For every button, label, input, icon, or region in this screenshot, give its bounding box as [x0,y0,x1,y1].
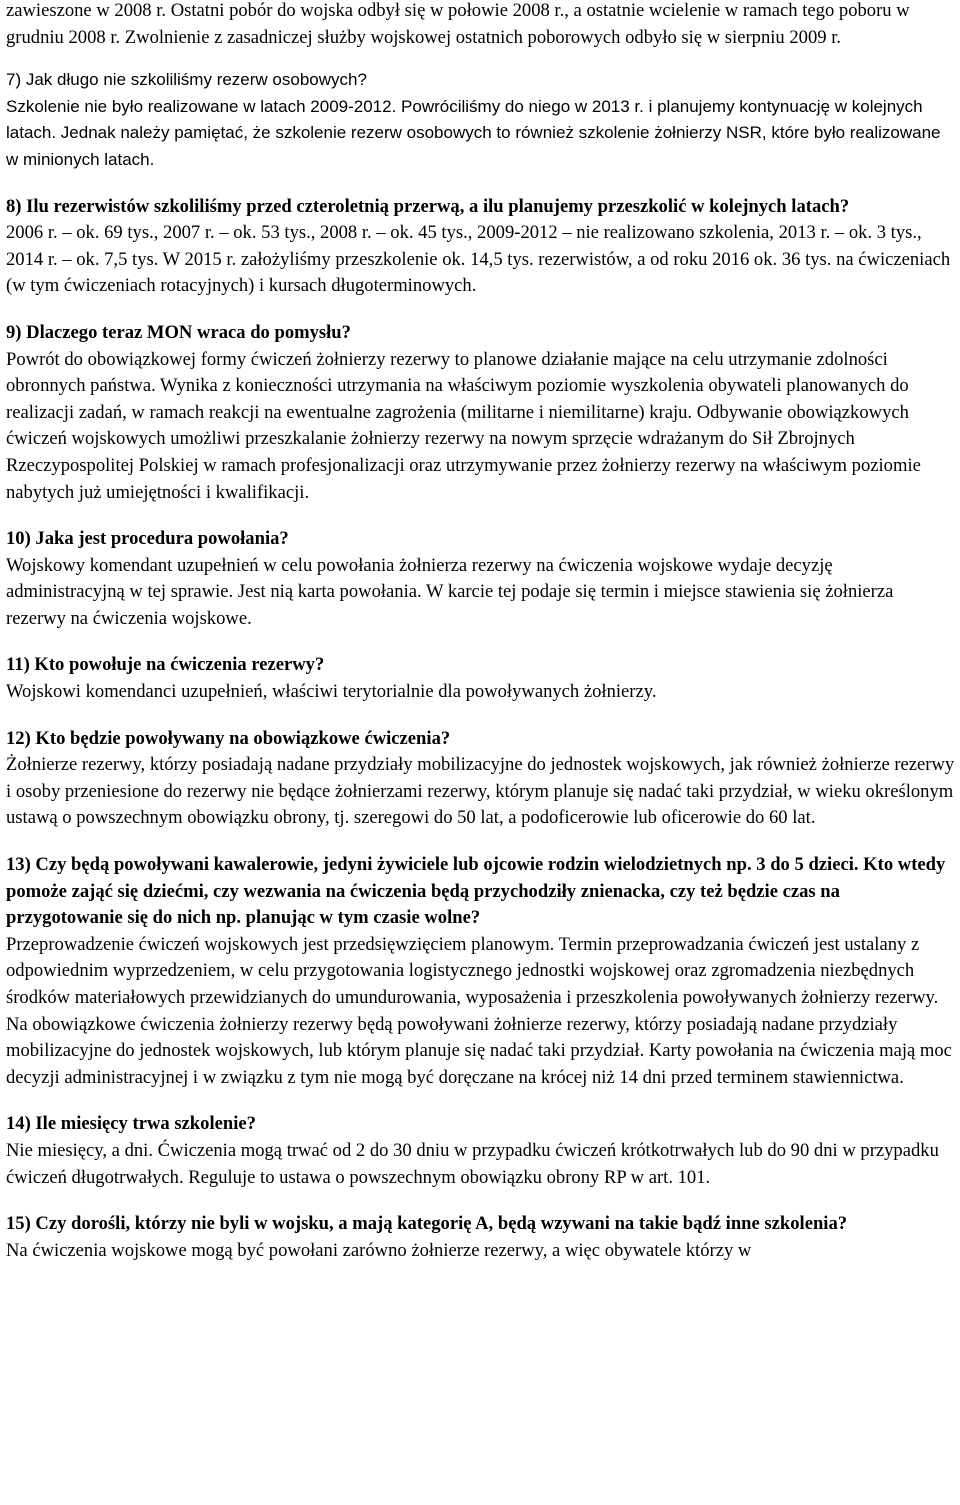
section-7-answer: Szkolenie nie było realizowane w latach 2009-2012. Powróciliśmy do niego w 2013 r. i planujemy kontynuację w kolejnych latach. Jednak należy pamiętać, że szkolenie rezerw osobowych to również szkolenie żołnierzy NSR, które było realizowane w minionych latach. [6,96,941,169]
section-10 [6,526,956,632]
section-11-answer: Wojskowi komendanci uzupełnień, właściwi terytorialnie dla powoływanych żołnierzy. [6,681,657,703]
section-10-answer: Wojskowy komendant uzupełnień w celu powołania żołnierza rezerwy na ćwiczenia wojskowe wydaje decyzję administracyjną w tej sprawie. Jest nią karta powołania. W karcie tej podaje się termin i miejsce stawienia się żołnierza rezerwy na ćwiczenia wojskowe. [6,554,894,629]
section-9 [6,320,956,506]
section-7-question: 7) Jak długo nie szkoliliśmy rezerw osobowych? [6,70,367,90]
section-13-question: 13) Czy będą powoływani kawalerowie, jedyni żywiciele lub ojcowie rodzin wielodzietnych np. 3 do 5 dzieci. Kto wtedy pomoże zająć się dziećmi, czy wezwania na ćwiczenia będą przychodziły znienacka, czy też będzie czas na przygotowanie się do nich np. planując w tym czasie wolne? [6,854,946,929]
section-12 [6,726,956,832]
section-14-question: 14) Ile miesięcy trwa szkolenie? [6,1113,256,1135]
section-9-answer: Powrót do obowiązkowej formy ćwiczeń żołnierzy rezerwy to planowe działanie mające na celu utrzymanie zdolności obronnych państwa. Wynika z konieczności utrzymania na właściwym poziomie wyszkolenia obywateli planowanych do realizacji zadań, w ramach reakcji na ewentualne zagrożenia (militarne i niemilitarne) kraju. Odbywanie obowiązkowych ćwiczeń wojskowych umożliwi przeszkalanie żołnierzy rezerwy na nowym sprzęcie wdrażanym do Sił Zbrojnych Rzeczypospolitej Polskiej w ramach profesjonalizacji oraz utrzymywanie przez żołnierzy rezerwy na właściwym poziomie nabytych już umiejętności i kwalifikacji. [6,348,921,503]
section-12-answer: Żołnierze rezerwy, którzy posiadają nadane przydziały mobilizacyjne do jednostek wojskowych, jak również żołnierze rezerwy i osoby przeniesione do rezerwy nie będące żołnierzami rezerwy, którym planuje się nadać taki przydział, w wieku określonym ustawą o powszechnym obowiązku obrony, tj. szeregowi do 50 lat, a podoficerowie lub oficerowie do 60 lat. [6,754,955,829]
section-12-question: 12) Kto będzie powoływany na obowiązkowe ćwiczenia? [6,727,451,749]
section-10-question: 10) Jaka jest procedura powołania? [6,528,289,550]
section-13 [6,852,956,1091]
section-15 [6,1211,956,1264]
section-14 [6,1111,956,1191]
section-11 [6,652,956,705]
section-15-question: 15) Czy dorośli, którzy nie byli w wojsku, a mają kategorię A, będą wzywani na takie bądź inne szkolenia? [6,1213,848,1235]
section-8-answer: 2006 r. – ok. 69 tys., 2007 r. – ok. 53 tys., 2008 r. – ok. 45 tys., 2009-2012 – nie realizowano szkolenia, 2013 r. – ok. 3 tys., 2014 r. – ok. 7,5 tys. W 2015 r. założyliśmy przeszkolenie ok. 14,5 tys. rezerwistów, a od roku 2016 ok. 36 tys. na ćwiczeniach (w tym ćwiczeniach rotacyjnych) i kursach długoterminowych. [6,222,951,297]
section-8 [6,194,956,300]
section-11-question: 11) Kto powołuje na ćwiczenia rezerwy? [6,654,325,676]
section-15-answer: Na ćwiczenia wojskowe mogą być powołani zarówno żołnierze rezerwy, a więc obywatele którzy w [6,1239,752,1261]
section-13-answer: Przeprowadzenie ćwiczeń wojskowych jest przedsięwzięciem planowym. Termin przeprowadzania ćwiczeń jest ustalany z odpowiednim wyprzedzeniem, w celu przygotowania logistycznego jednostki wojskowej oraz zgromadzenia niezbędnych środków materiałowych przewidzianych do umundurowania, wyposażenia i przeszkolenia powoływanych żołnierzy rezerwy. Na obowiązkowe ćwiczenia żołnierzy rezerwy będą powoływani żołnierze rezerwy, którzy posiadają nadane przydziały mobilizacyjne do jednostek wojskowych, lub którym planuje się nadać taki przydział. Karty powołania na ćwiczenia mają moc decyzji administracyjnej i w związku z tym nie mogą być doręczane na krócej niż 14 dni przed terminem stawiennictwa. [6,933,952,1088]
section-9-question: 9) Dlaczego teraz MON wraca do pomysłu? [6,321,351,343]
section-14-answer: Nie miesięcy, a dni. Ćwiczenia mogą trwać od 2 do 30 dniu w przypadku ćwiczeń krótkotrwałych lub do 90 dni w przypadku ćwiczeń długotrwałych. Reguluje to ustawa o powszechnym obowiązku obrony RP w art. 101. [6,1139,939,1188]
section-8-question: 8) Ilu rezerwistów szkoliliśmy przed czteroletnią przerwą, a ilu planujemy przeszkolić w kolejnych latach? [6,195,850,217]
section-7 [6,67,956,173]
document-page [6,0,956,1264]
intro-paragraph: zawieszone w 2008 r. Ostatni pobór do wojska odbył się w połowie 2008 r., a ostatnie wcielenie w ramach tego poboru w grudniu 2008 r. Zwolnienie z zasadniczej służby wojskowej ostatnich poborowych odbyło się w sierpniu 2009 r. [6,0,910,48]
